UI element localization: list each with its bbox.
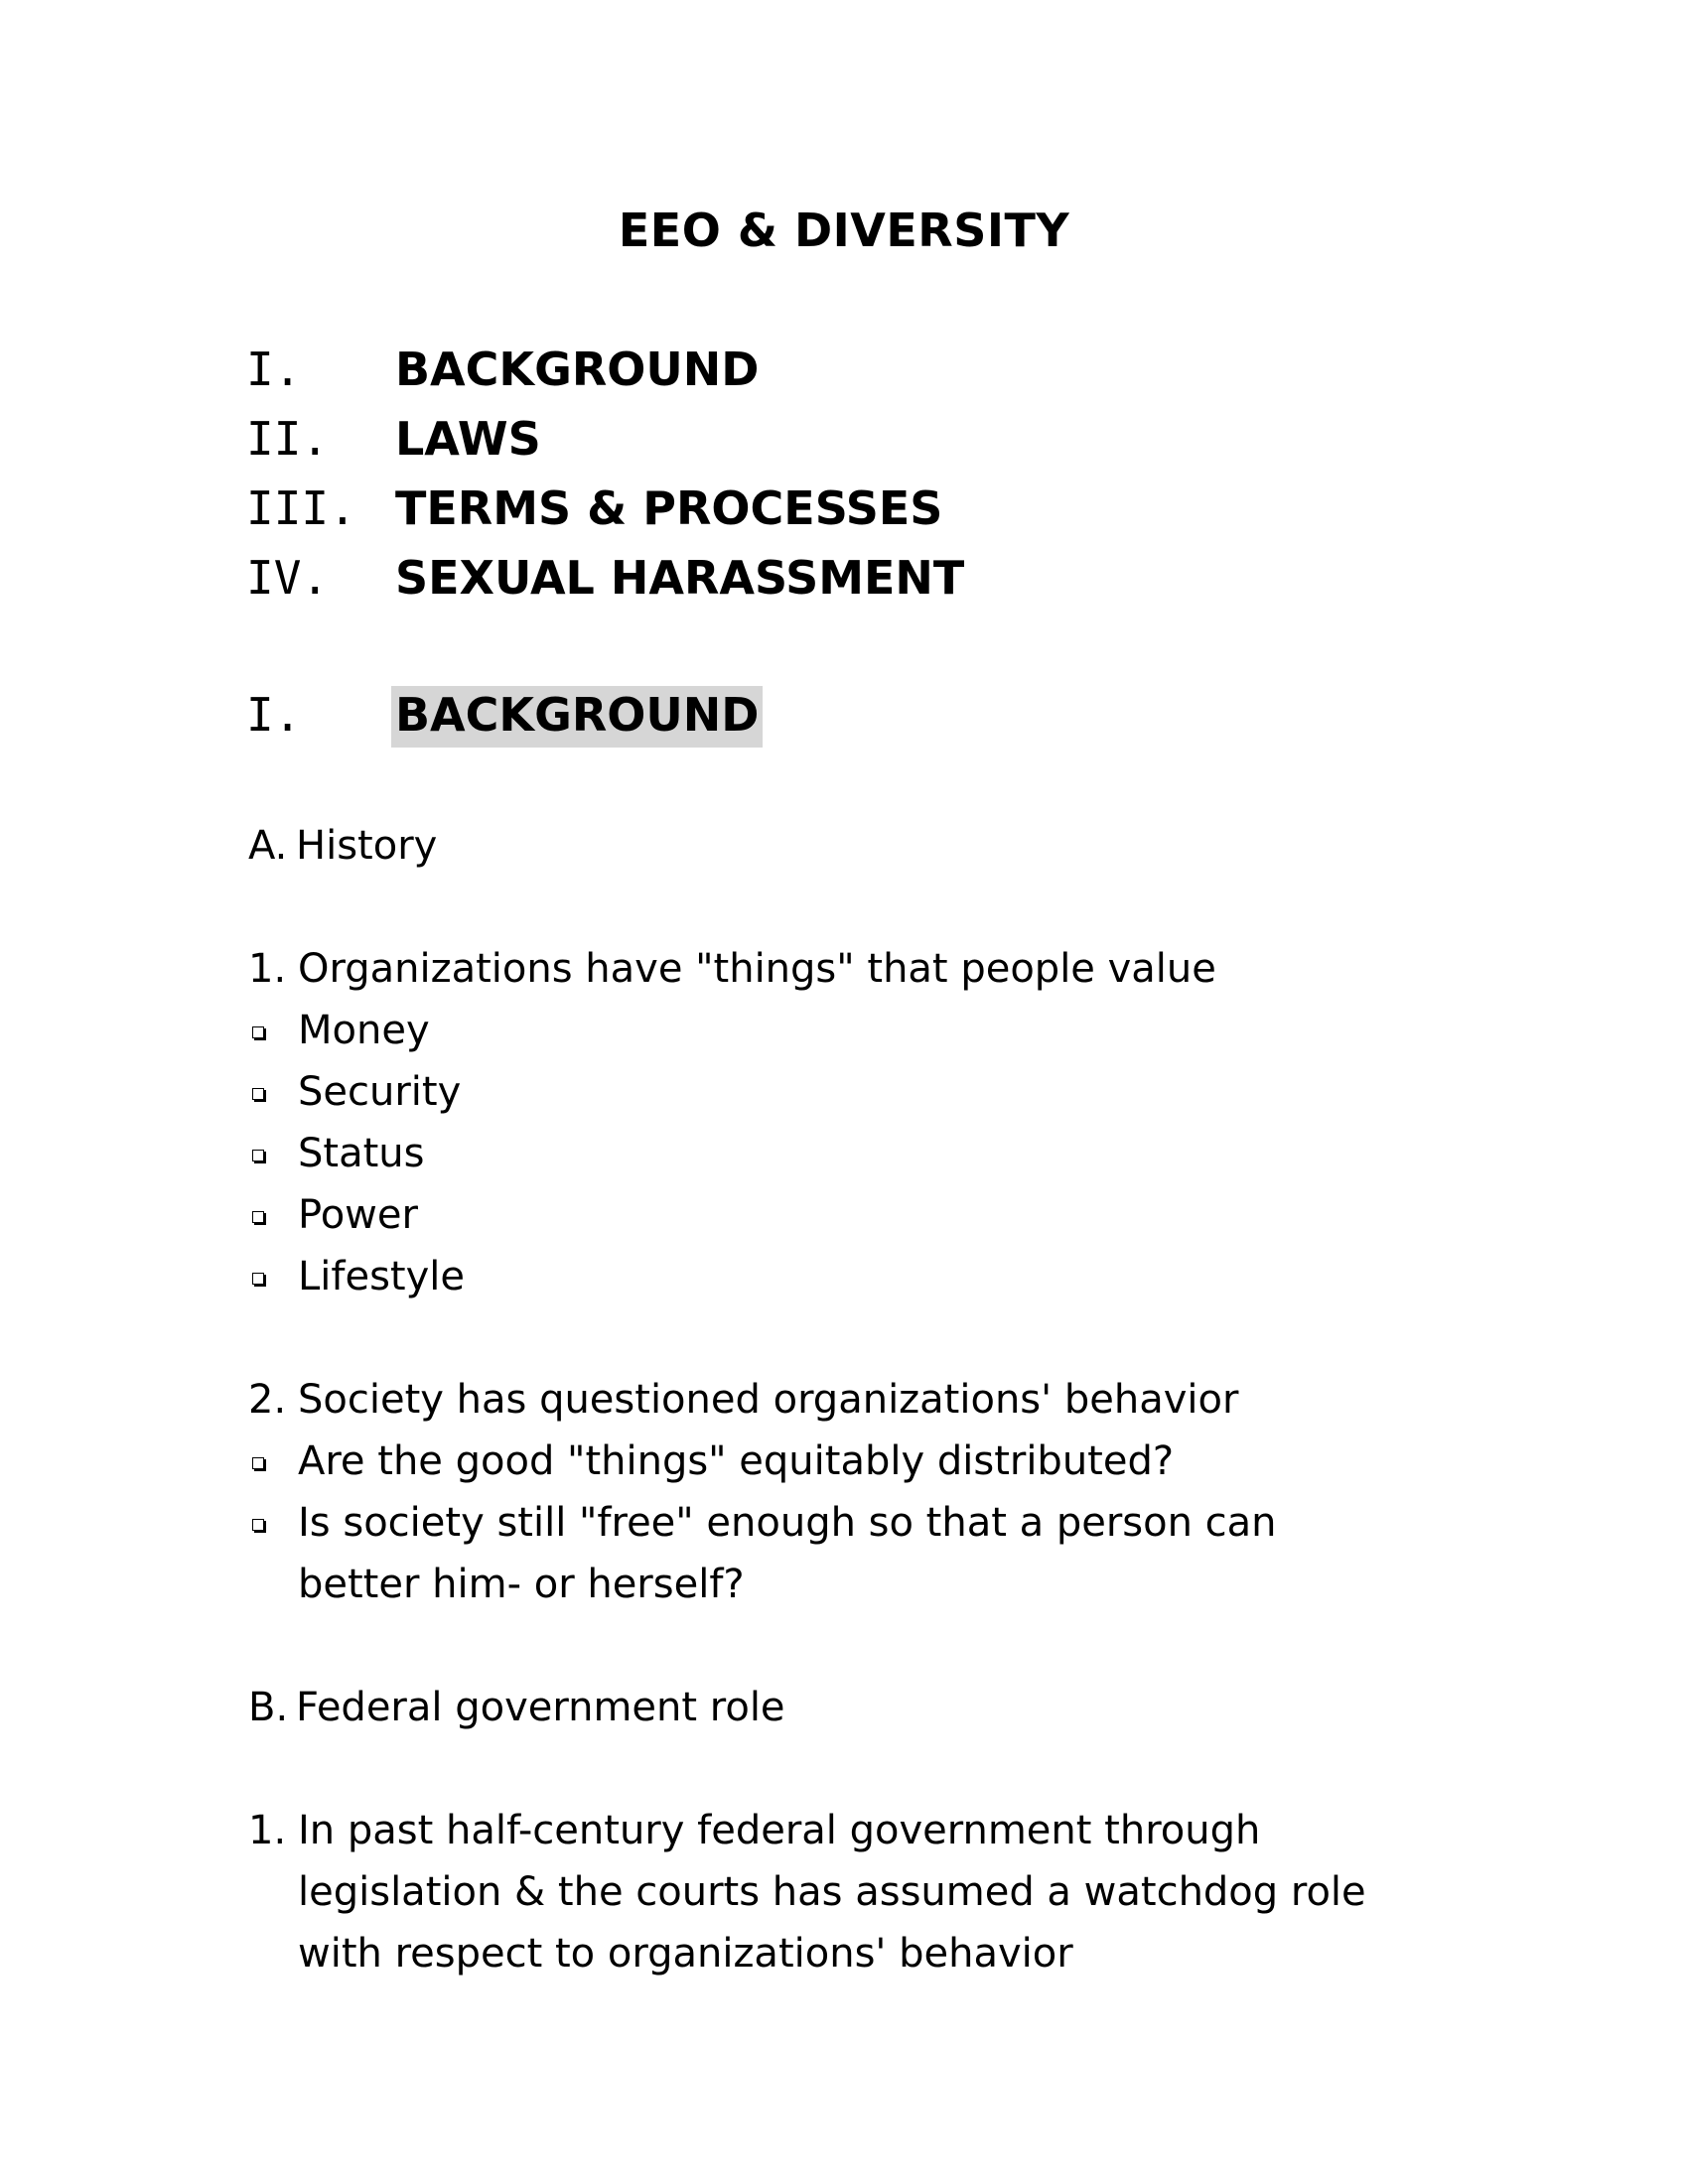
checkbox-bullet-icon: [252, 1211, 264, 1223]
outline-numeral: III.: [246, 481, 356, 535]
checkbox-bullet-icon: [252, 1026, 264, 1038]
checkbox-bullet-icon: [252, 1088, 264, 1100]
list-item-text: Security: [298, 1069, 462, 1115]
list-item-text: better him- or herself?: [298, 1562, 745, 1607]
point-marker: 2.: [248, 1377, 287, 1423]
outline-label: SEXUAL HARASSMENT: [395, 551, 965, 605]
checkbox-bullet-icon: [252, 1150, 264, 1161]
point-marker: 1.: [248, 946, 287, 992]
list-item-text: Is society still "free" enough so that a person can: [298, 1500, 1277, 1546]
subsection-marker: A.: [248, 823, 288, 869]
subsection-text: Federal government role: [296, 1685, 785, 1730]
point-text-line: In past half-century federal government through: [298, 1808, 1261, 1853]
list-item-text: Power: [298, 1192, 418, 1238]
page-title: EEO & DIVERSITY: [618, 204, 1070, 257]
list-item-text: Lifestyle: [298, 1254, 466, 1299]
section-numeral: I.: [246, 688, 302, 742]
section-label-highlight: BACKGROUND: [391, 686, 763, 748]
section-label: [395, 683, 763, 747]
subsection-text: History: [296, 823, 438, 869]
checkbox-bullet-icon: [252, 1457, 264, 1469]
list-item-text: Money: [298, 1008, 430, 1053]
outline-label: TERMS & PROCESSES: [395, 481, 943, 535]
outline-label: LAWS: [395, 412, 541, 466]
point-text-line: with respect to organizations' behavior: [298, 1931, 1073, 1977]
outline-label: BACKGROUND: [395, 342, 760, 396]
point-marker: 1.: [248, 1808, 287, 1853]
checkbox-bullet-icon: [252, 1519, 264, 1531]
point-text: Society has questioned organizations' behavior: [298, 1377, 1239, 1423]
outline-numeral: I.: [246, 342, 302, 396]
point-text: Organizations have "things" that people value: [298, 946, 1216, 992]
outline-numeral: II.: [246, 412, 330, 466]
list-item-text: Status: [298, 1131, 425, 1176]
outline-numeral: IV.: [246, 551, 330, 605]
subsection-marker: B.: [248, 1685, 289, 1730]
point-text-line: legislation & the courts has assumed a watchdog role: [298, 1869, 1366, 1915]
checkbox-bullet-icon: [252, 1273, 264, 1285]
list-item-text: Are the good "things" equitably distributed?: [298, 1438, 1175, 1484]
